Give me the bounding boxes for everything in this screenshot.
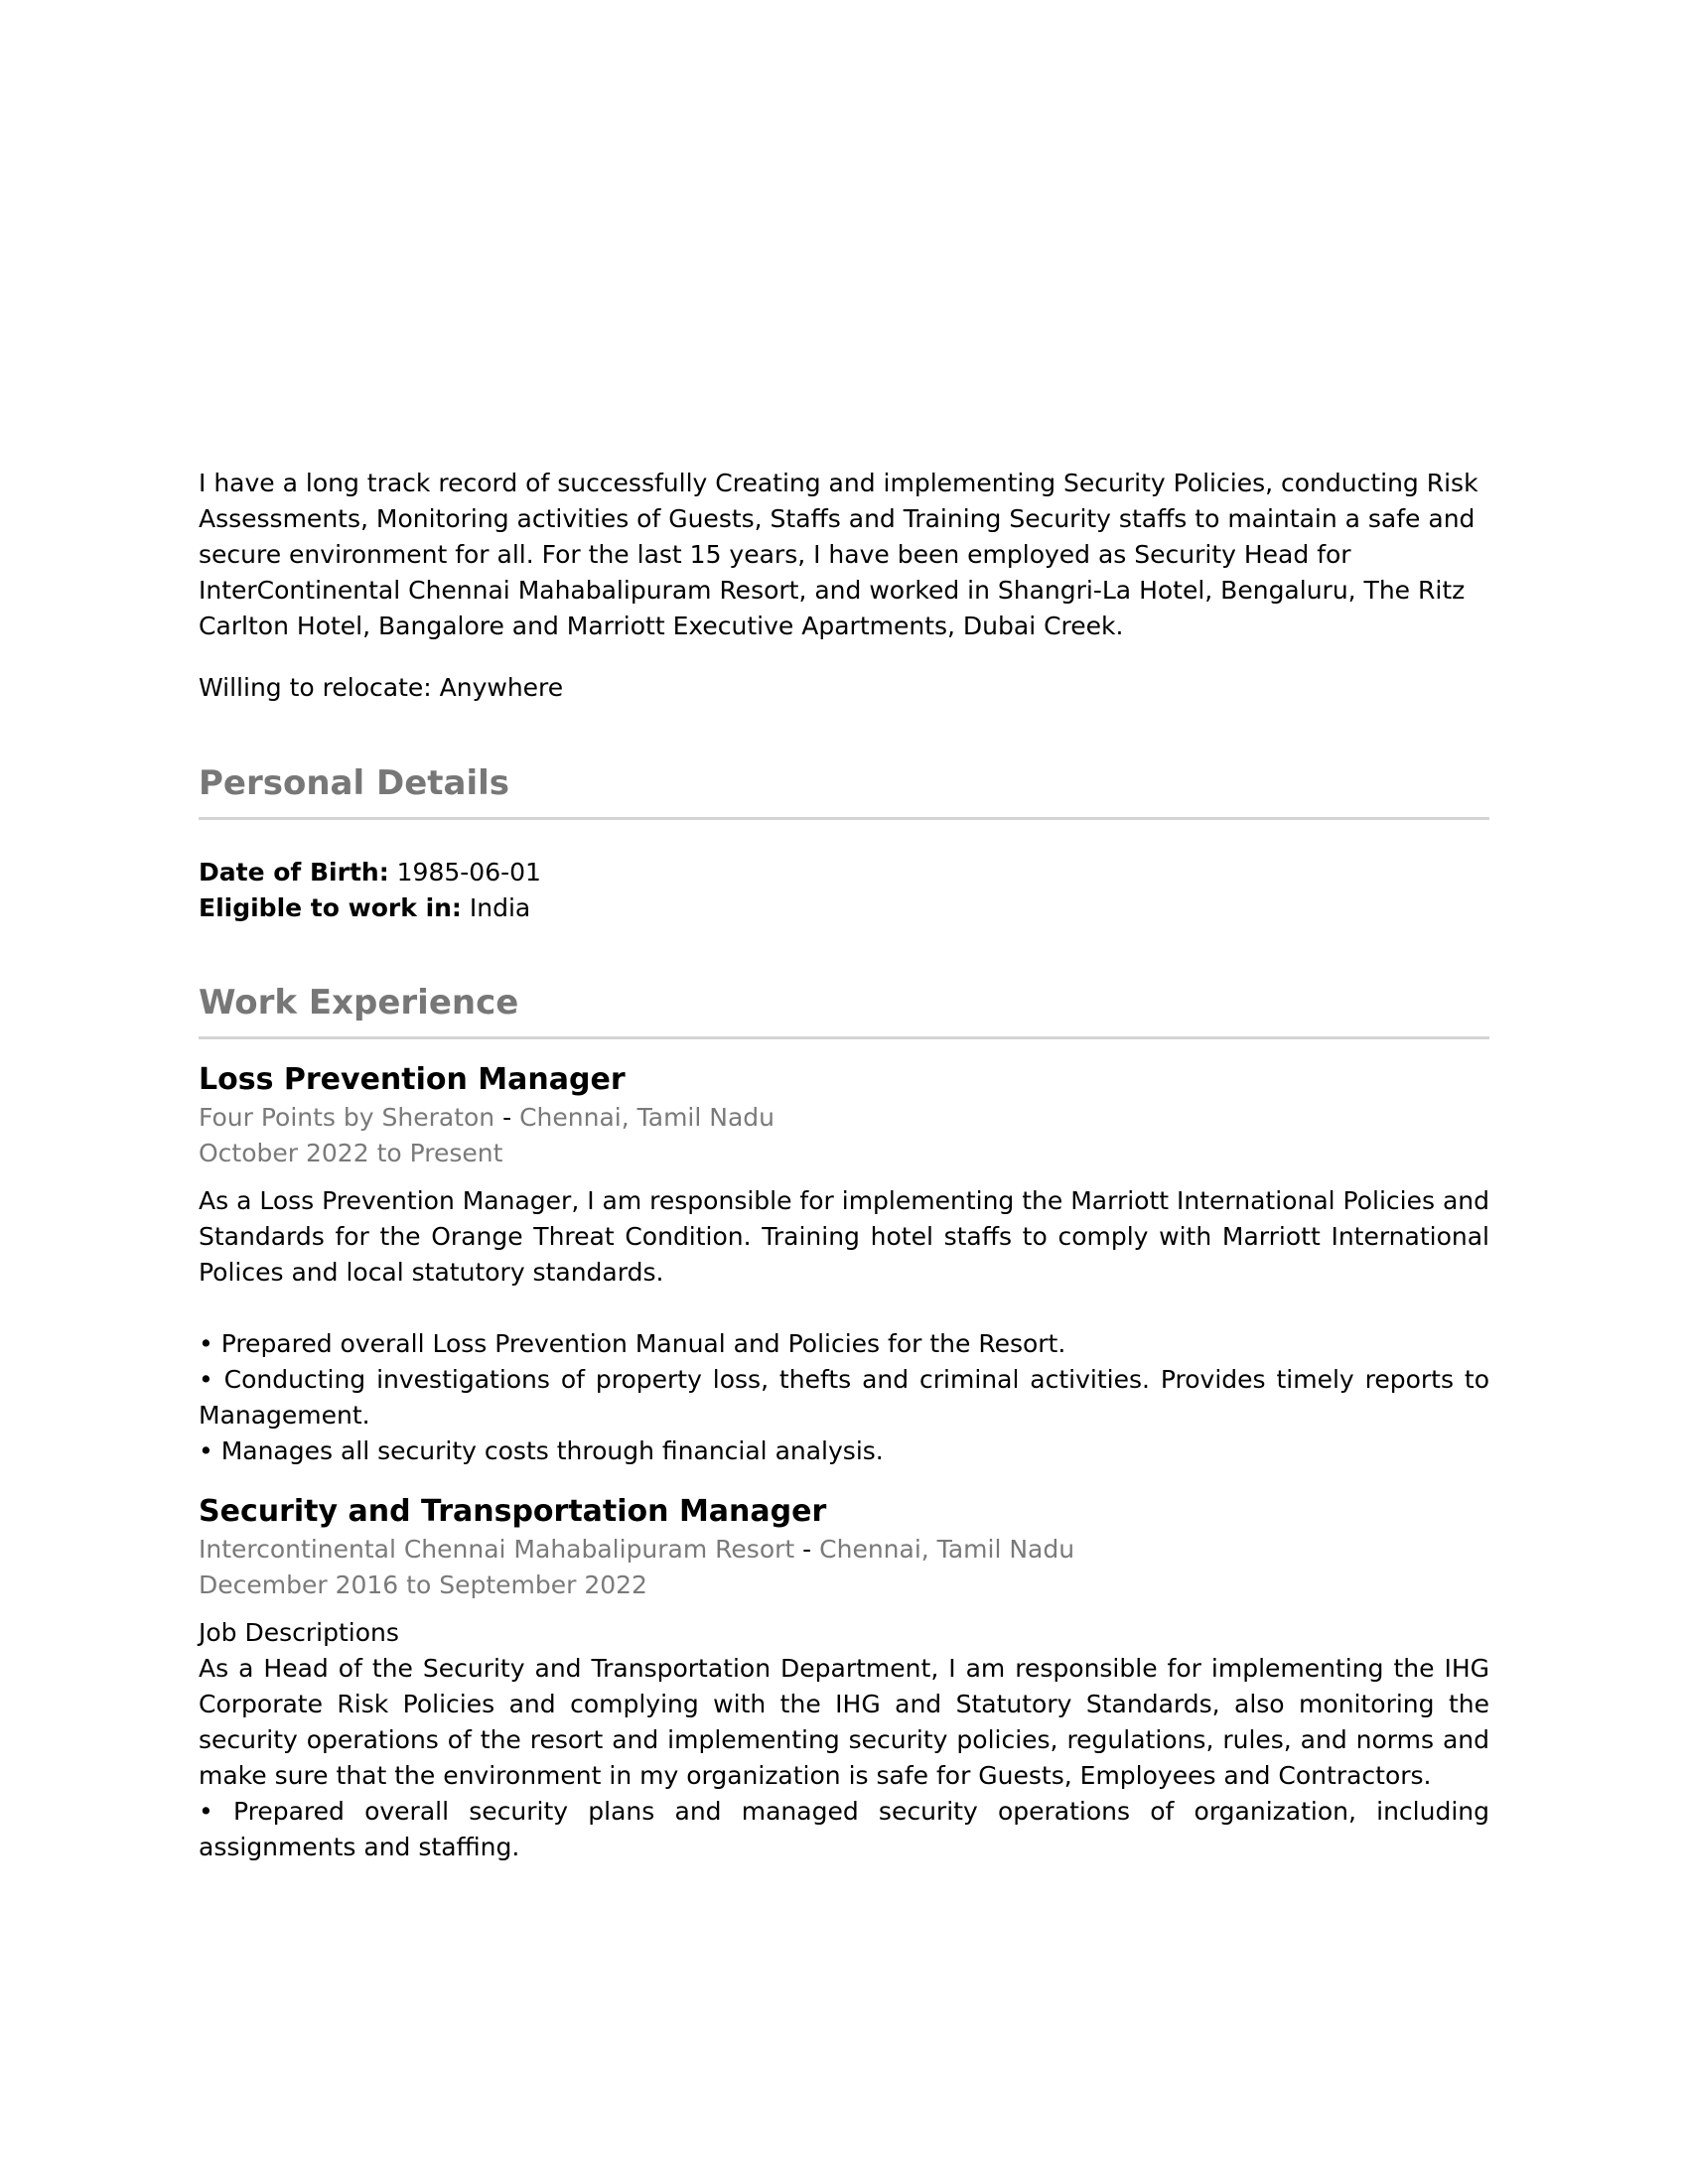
job-title: Loss Prevention Manager [199, 1062, 626, 1097]
paragraph-gap [199, 1291, 1489, 1326]
job-location: Chennai, Tamil Nadu [519, 1103, 775, 1132]
job-description [199, 1615, 1489, 1865]
work-experience-heading: Work Experience [199, 981, 1489, 1039]
dob-value: 1985-06-01 [396, 858, 541, 887]
eligible-row [199, 890, 541, 926]
job-paragraph: As a Head of the Security and Transportation Department, I am responsible for implementing the IHG Corporate Risk Policies and complying with the IHG and Statutory Standards, also monitoring the security operations of the resort and implementing security policies, regulations, rules, and norms and make sure that the environment in my organization is safe for Guests, Employees and Contractors. [199, 1654, 1489, 1790]
job-bullet: • Manages all security costs through financial analysis. [199, 1436, 884, 1465]
dob-label: Date of Birth: [199, 858, 389, 887]
job-company-line [199, 1100, 1489, 1136]
job-bullet: • Prepared overall Loss Prevention Manual and Policies for the Resort. [199, 1329, 1066, 1358]
personal-details-heading: Personal Details [199, 761, 1489, 820]
dob-row [199, 855, 541, 890]
personal-details [199, 855, 541, 926]
job-description [199, 1183, 1489, 1469]
eligible-label: Eligible to work in: [199, 893, 462, 922]
job-company-line [199, 1532, 1489, 1568]
job-entry [199, 1492, 1489, 1865]
job-company: Four Points by Sheraton [199, 1103, 495, 1132]
job-separator: - [502, 1103, 512, 1132]
job-location: Chennai, Tamil Nadu [819, 1535, 1075, 1564]
relocate-line: Willing to relocate: Anywhere [199, 673, 564, 702]
summary-paragraph: I have a long track record of successfully Creating and implementing Security Policies, conducting Risk Assessments, Monitoring activities of Guests, Staffs and Training Security staffs to maintain a safe and secure environment for all. For the last 15 years, I have been employed as Security Head for InterContinental Chennai Mahabalipuram Resort, and worked in Shangri-La Hotel, Bengaluru, The Ritz Carlton Hotel, Bangalore and Marriott Executive Apartments, Dubai Creek. [199, 469, 1478, 640]
job-paragraph: As a Loss Prevention Manager, I am responsible for implementing the Marriott International Policies and Standards for the Orange Threat Condition. Training hotel staffs to comply with Marriott International Polices and local statutory standards. [199, 1186, 1489, 1287]
eligible-value: India [469, 893, 531, 922]
job-dates: December 2016 to September 2022 [199, 1570, 647, 1599]
job-company: Intercontinental Chennai Mahabalipuram Resort [199, 1535, 795, 1564]
job-entry [199, 1060, 1489, 1469]
job-paragraph: Job Descriptions [199, 1618, 399, 1647]
job-bullet: • Conducting investigations of property loss, thefts and criminal activities. Provides timely reports to Management. [199, 1365, 1489, 1430]
job-bullet: • Prepared overall security plans and managed security operations of organization, including assignments and staffing. [199, 1797, 1489, 1861]
job-title: Security and Transportation Manager [199, 1494, 827, 1529]
job-dates: October 2022 to Present [199, 1139, 503, 1167]
job-separator: - [802, 1535, 812, 1564]
